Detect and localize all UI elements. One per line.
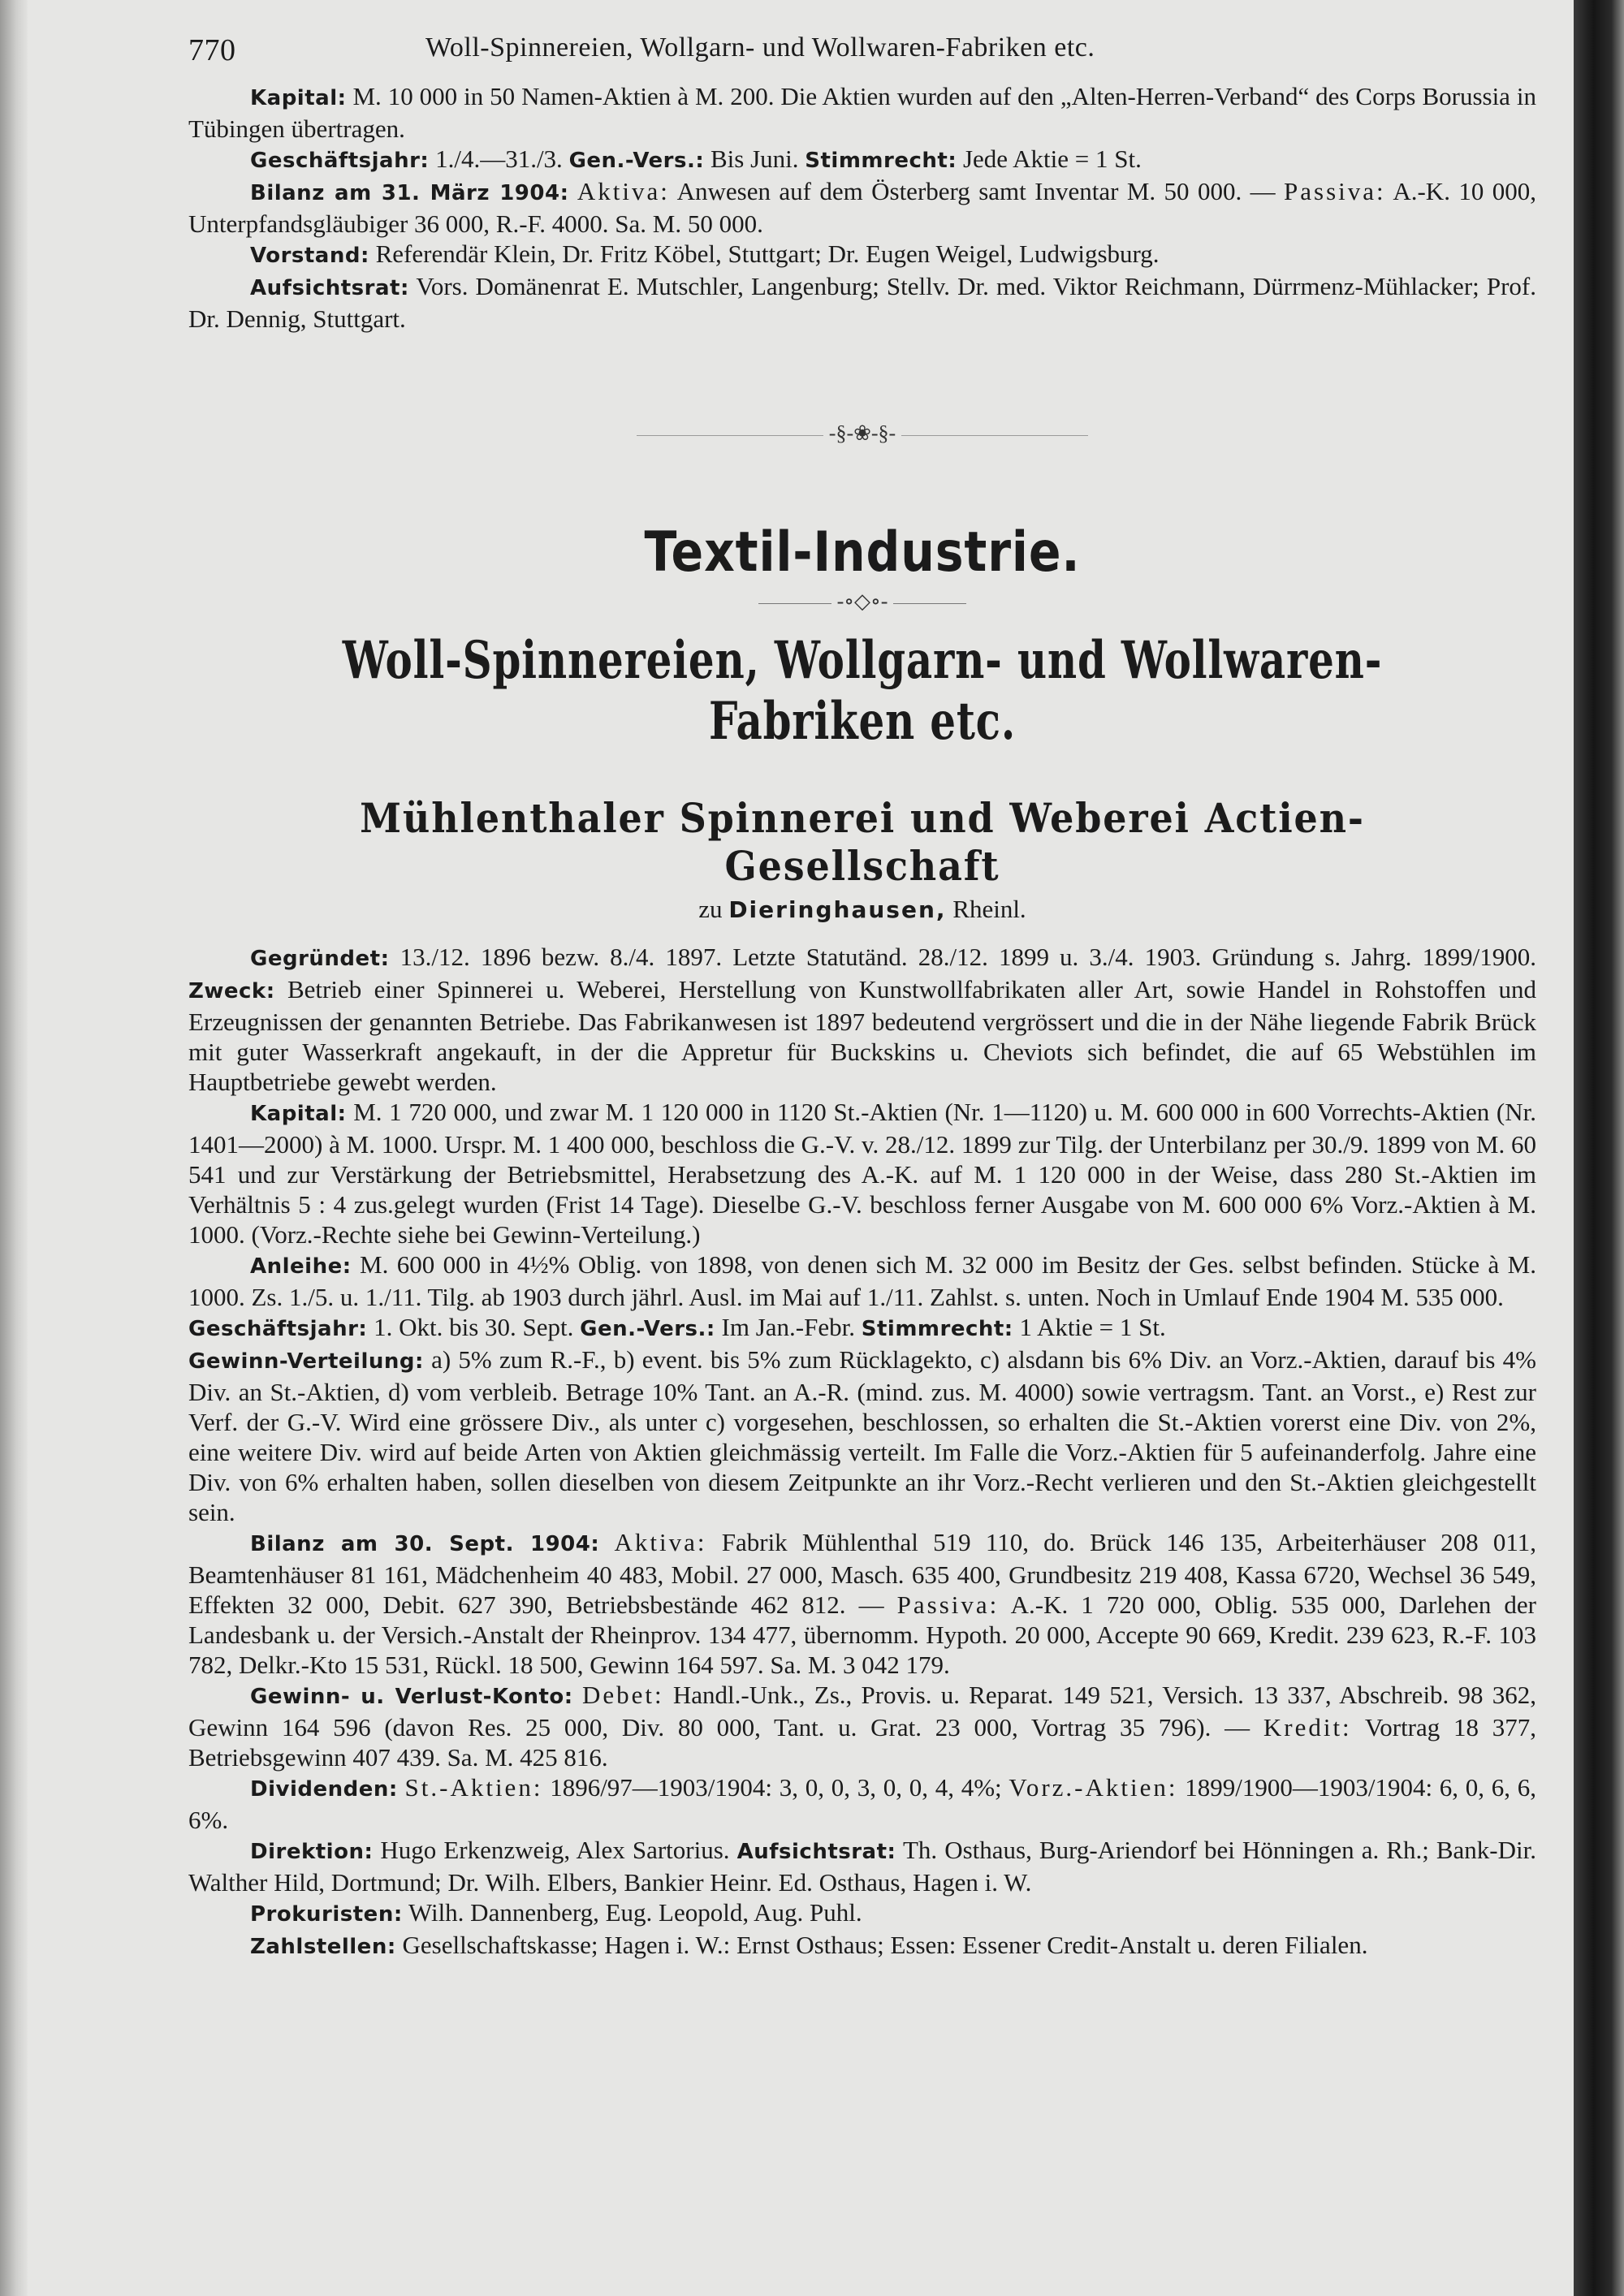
prokuristen-label: Prokuristen:	[250, 1902, 403, 1927]
genvers-label: Gen.-Vers.:	[580, 1317, 715, 1341]
top-bilanz	[188, 176, 1536, 239]
top-passiva-label: Passiva:	[1284, 177, 1386, 205]
dividenden-label: Dividenden:	[250, 1777, 398, 1802]
guv-paragraph	[188, 1680, 1536, 1772]
anleihe-paragraph	[188, 1249, 1536, 1312]
top-aufsichtsrat	[188, 271, 1536, 334]
zweck-text: Betrieb einer Spinnerei u. Weberei, Herstellung von Kunstwollfabrikaten aller Art, sowie Handel in Rohstoffen und Erzeugnissen der genannten Betriebe. Das Fabrikanwesen ist 1897 bedeutend vergrössert und die in der Nähe liegende Fabrik Brück mit guter Wasserkraft angekauft, in der die Appretur für Buckskins u. Cheviots sich befindet, die auf 65 Webstühlen im Hauptbetriebe gewebt werden.	[188, 975, 1537, 1096]
top-genvers-text: Bis Juni.	[710, 145, 799, 173]
dividenden-st-label: St.-Aktien:	[404, 1773, 543, 1802]
top-aktiva-label: Aktiva:	[577, 177, 670, 205]
running-head	[188, 32, 1536, 81]
prokuristen-text: Wilh. Dannenberg, Eug. Leopold, Aug. Puhl.	[408, 1898, 862, 1927]
dividenden-vorz-text: 1899/1900—1903/1904: 6, 0, 6, 6, 6%.	[188, 1773, 1537, 1834]
book-spine-edge	[1574, 0, 1624, 2296]
top-stimmrecht-text: Jede Aktie = 1 St.	[962, 145, 1142, 173]
aktiva-label: Aktiva:	[614, 1528, 707, 1556]
divider-rule-left	[637, 435, 823, 436]
geschaeftsjahr-label: Geschäftsjahr:	[188, 1317, 368, 1341]
bilanz-paragraph	[188, 1527, 1536, 1680]
top-kapital-text: M. 10 000 in 50 Namen-Aktien à M. 200. Die Aktien wurden auf den „Alten-Herren-Verband“ des Corps Borussia in Tübingen übertragen.	[188, 82, 1536, 143]
kredit-label: Kredit:	[1263, 1713, 1352, 1741]
aufsichtsrat-text: Th. Osthaus, Burg-Ariendorf bei Hönningen a. Rh.; Bank-Dir. Walther Hild, Dortmund; Dr. Wilh. Elbers, Bankier Heinr. Ed. Osthaus, Hagen i. W.	[188, 1836, 1536, 1897]
title-rule-left	[758, 603, 831, 604]
top-vorstand-text: Referendär Klein, Dr. Fritz Köbel, Stuttgart; Dr. Eugen Weigel, Ludwigsburg.	[375, 240, 1160, 268]
geschaeftsjahr-text: 1. Okt. bis 30. Sept.	[374, 1313, 574, 1341]
kapital-label: Kapital:	[250, 1102, 347, 1126]
divider-rule-right	[901, 435, 1088, 436]
title-ornament-glyph: -∘◇∘-	[836, 589, 888, 613]
page-gutter-shadow	[0, 0, 28, 2296]
subsection-title: Woll-Spinnereien, Wollgarn- und Wollwaren-Fabriken etc.	[342, 630, 1383, 752]
zweck-label: Zweck:	[188, 979, 275, 1003]
gegruendet-paragraph	[188, 942, 1536, 1097]
direktion-text: Hugo Erkenzweig, Alex Sartorius.	[380, 1836, 730, 1864]
gegruendet-text: 13./12. 1896 bezw. 8./4. 1897. Letzte Statutänd. 28./12. 1899 u. 3./4. 1903. Gründung s. Jahrg. 1899/1900.	[400, 943, 1537, 971]
gewinnverteilung-label: Gewinn-Verteilung:	[188, 1349, 424, 1374]
stimmrecht-label: Stimmrecht:	[861, 1317, 1013, 1341]
aufsichtsrat-label: Aufsichtsrat:	[736, 1840, 896, 1864]
kredit-text: Vortrag 18 377, Betriebsgewinn 407 439. Sa. M. 425 816.	[188, 1713, 1536, 1772]
top-entry	[188, 81, 1536, 334]
direktion-paragraph	[188, 1835, 1536, 1897]
top-vorstand-label: Vorstand:	[250, 244, 369, 268]
passiva-text: A.-K. 1 720 000, Oblig. 535 000, Darlehen der Landesbank u. der Versich.-Anstalt der Rheinprov. 134 477, übernomm. Hypoth. 20 000, Accepte 90 669, Kredit. 239 623, R.-F. 103 782, Delkr.-Kto 15 531, Rückl. 18 500, Gewinn 164 597. Sa. M. 3 042 179.	[188, 1590, 1537, 1679]
top-kapital-label: Kapital:	[250, 86, 347, 110]
geschaeftsjahr-paragraph	[188, 1312, 1536, 1344]
anleihe-label: Anleihe:	[250, 1254, 352, 1279]
top-geschaeftsjahr-text: 1./4.—31./3.	[435, 145, 563, 173]
page-number: 770	[188, 33, 236, 67]
divider-ornament-glyph: -§-❀-§-	[828, 421, 896, 445]
section-title: Textil-Industrie.	[644, 520, 1081, 585]
company-name: Mühlenthaler Spinnerei und Weberei Actien-Gesellschaft	[360, 794, 1365, 890]
company-location	[188, 895, 1536, 924]
top-genvers-label: Gen.-Vers.:	[568, 149, 705, 173]
section-divider-ornament	[188, 421, 1536, 446]
passiva-label: Passiva:	[896, 1590, 1000, 1619]
top-geschaeftsjahr	[188, 144, 1536, 176]
company-entry	[188, 942, 1536, 1962]
zahlstellen-label: Zahlstellen:	[250, 1935, 396, 1959]
bilanz-label: Bilanz am 30. Sept. 1904:	[250, 1532, 600, 1556]
gewinnverteilung-paragraph	[188, 1344, 1536, 1527]
top-geschaeftsjahr-label: Geschäftsjahr:	[250, 149, 430, 173]
document-page	[188, 32, 1536, 1962]
kapital-text: M. 1 720 000, und zwar M. 1 120 000 in 1120 St.-Aktien (Nr. 1—1120) u. M. 600 000 in 600 Vorrechts-Aktien (Nr. 1401—2000) à M. 1000. Urspr. M. 1 400 000, beschloss die G.-V. v. 28./12. 1899 zur Tilg. der Unterbilanz per 30./9. 1899 von M. 60 541 und zur Verstärkung der Betriebsmittel, Herabsetzung des A.-K. auf M. 1 120 000 in der Weise, dass 280 St.-Aktien im Verhältnis 5 : 4 zus.gelegt wurden (Frist 14 Tage). Dieselbe G.-V. beschloss ferner Ausgabe von M. 600 000 6% Vorz.-Aktien à M. 1000. (Vorz.-Rechte siehe bei Gewinn-Verteilung.)	[188, 1098, 1537, 1249]
location-prefix: zu	[698, 895, 723, 923]
zahlstellen-text: Gesellschaftskasse; Hagen i. W.: Ernst Osthaus; Essen: Essener Credit-Anstalt u. deren Filialen.	[402, 1931, 1368, 1959]
top-aufsichtsrat-label: Aufsichtsrat:	[250, 276, 409, 300]
running-head-title: Woll-Spinnereien, Wollgarn- und Wollwaren-Fabriken etc.	[425, 32, 1095, 63]
dividenden-vorz-label: Vorz.-Aktien:	[1009, 1773, 1178, 1802]
genvers-text: Im Jan.-Febr.	[721, 1313, 855, 1341]
debet-text: Handl.-Unk., Zs., Provis. u. Reparat. 149 521, Versich. 13 337, Abschreib. 98 362, Gewinn 164 596 (davon Res. 25 000, Div. 80 000, Tant. u. Grat. 23 000, Vortrag 35 796). —	[188, 1681, 1537, 1741]
dividenden-paragraph	[188, 1772, 1536, 1835]
kapital-paragraph	[188, 1097, 1536, 1249]
top-passiva-text: A.-K. 10 000, Unterpfandsgläubiger 36 000, R.-F. 4000. Sa. M. 50 000.	[188, 177, 1536, 238]
aktiva-text: Fabrik Mühlenthal 519 110, do. Brück 146 135, Arbeiterhäuser 208 011, Beamtenhäuser 81 161, Mädchenheim 40 483, Mobil. 27 000, Masch. 635 400, Grundbesitz 219 408, Kassa 6720, Wechsel 36 549, Effekten 32 000, Debit. 627 390, Betriebsbestände 462 812. —	[188, 1528, 1536, 1619]
gewinnverteilung-text: a) 5% zum R.-F., b) event. bis 5% zum Rücklagekto, c) alsdann bis 6% Div. an Vorz.-Aktien, darauf bis 4% Div. an St.-Aktien, d) vom verbleib. Betrage 10% Tant. an A.-R. (mind. zus. M. 4000) sowie vertragsm. Tant. an Vorst., e) Rest zur Verf. der G.-V. Wird eine grössere Div., als unter c) vorgesehen, beschlossen, so erhalten die St.-Aktien vorerst eine Div. von 2%, eine weitere Div. wird auf beide Arten von Aktien gleichmässig verteilt. Im Falle die Vorz.-Aktien für 5 aufeinanderfolg. Jahre eine Div. von 6% erhalten haben, sollen dieselben von diesem Zeitpunkte an ihr Vorz.-Recht verlieren und den St.-Aktien gleichgestellt sein.	[188, 1345, 1537, 1526]
direktion-label: Direktion:	[250, 1840, 374, 1864]
top-bilanz-label: Bilanz am 31. März 1904:	[250, 181, 569, 205]
stimmrecht-text: 1 Aktie = 1 St.	[1019, 1313, 1166, 1341]
dividenden-st-text: 1896/97—1903/1904: 3, 0, 0, 3, 0, 0, 4, 4%;	[550, 1773, 1002, 1802]
location-suffix: Rheinl.	[952, 895, 1026, 923]
gegruendet-label: Gegründet:	[250, 947, 390, 971]
zahlstellen-paragraph	[188, 1930, 1536, 1962]
top-vorstand	[188, 239, 1536, 271]
anleihe-text: M. 600 000 in 4½% Oblig. von 1898, von denen sich M. 32 000 im Besitz der Ges. selbst befinden. Stücke à M. 1000. Zs. 1./5. u. 1./11. Tilg. ab 1903 durch jährl. Ausl. im Mai auf 1./11. Zahlst. s. unten. Noch in Umlauf Ende 1904 M. 535 000.	[188, 1250, 1536, 1311]
debet-label: Debet:	[581, 1681, 664, 1709]
title-divider-ornament	[188, 589, 1536, 614]
location-town: Dieringhausen,	[728, 896, 947, 923]
prokuristen-paragraph	[188, 1897, 1536, 1930]
top-aufsichtsrat-text: Vors. Domänenrat E. Mutschler, Langenburg; Stellv. Dr. med. Viktor Reichmann, Dürrmenz-Mühlacker; Prof. Dr. Dennig, Stuttgart.	[188, 272, 1536, 333]
top-aktiva-text: Anwesen auf dem Österberg samt Inventar M. 50 000. —	[676, 177, 1276, 205]
title-rule-right	[893, 603, 966, 604]
guv-label: Gewinn- u. Verlust-Konto:	[250, 1685, 573, 1709]
top-kapital	[188, 81, 1536, 144]
top-stimmrecht-label: Stimmrecht:	[805, 149, 957, 173]
